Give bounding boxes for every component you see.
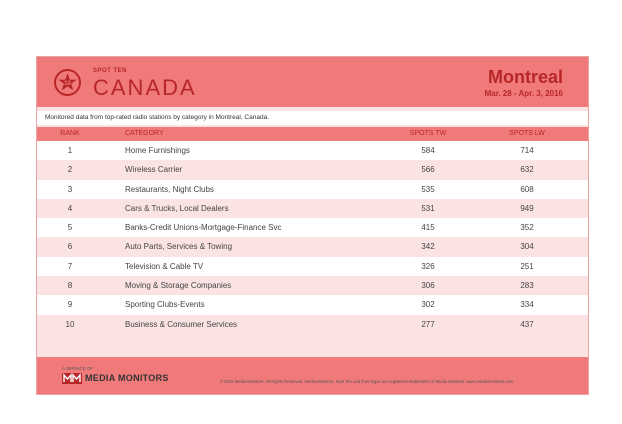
category-cell: Banks-Credit Unions-Mortgage-Finance Svc — [125, 223, 282, 233]
report-title: CANADA — [93, 75, 197, 100]
rank-cell: 2 — [67, 165, 73, 175]
category-cell: Business & Consumer Services — [125, 319, 238, 329]
table-row — [37, 160, 588, 179]
spots-lw-cell: 608 — [520, 184, 534, 194]
table-row — [37, 295, 588, 314]
rank-cell: 3 — [67, 184, 73, 194]
service-of-label: A SERVICE OF — [62, 366, 94, 371]
media-monitors-logo-icon — [62, 373, 82, 384]
spot-ten-star-logo-icon — [54, 69, 81, 96]
category-cell: Restaurants, Night Clubs — [125, 184, 214, 194]
rank-cell: 1 — [67, 146, 73, 155]
spots-lw-cell: 714 — [520, 146, 534, 155]
report-header — [37, 57, 588, 107]
spots-lw-cell: 334 — [520, 300, 534, 310]
date-range: Mar. 28 - Apr. 3, 2016 — [484, 89, 563, 98]
copyright-text: © 2016 Media Monitors. All Rights Reserved. Media Monitors, Spot Ten and their logos are registered trademarks of Media Monitors. www.mediamonitors.com — [220, 379, 514, 384]
table-row — [37, 276, 588, 295]
category-cell: Auto Parts, Services & Towing — [125, 242, 233, 252]
category-cell: Television & Cable TV — [125, 261, 204, 271]
spots-tw-cell: 342 — [421, 242, 435, 252]
spots-lw-cell: 632 — [520, 165, 534, 175]
table-row — [37, 218, 588, 237]
spots-lw-cell: 437 — [520, 319, 534, 329]
category-cell: Home Furnishings — [125, 146, 190, 155]
spots-lw-cell: 352 — [520, 223, 534, 233]
spots-tw-cell: 326 — [421, 261, 435, 271]
spots-tw-cell: 277 — [421, 319, 435, 329]
spots-lw-cell: 283 — [520, 281, 534, 291]
spots-tw-column-header: SPOTS TW — [409, 130, 447, 137]
table-header — [37, 127, 588, 141]
table-row — [37, 199, 588, 218]
rank-cell: 9 — [67, 300, 73, 310]
spot-ten-report-card — [36, 56, 589, 395]
rank-cell: 5 — [67, 223, 73, 233]
spots-tw-cell: 306 — [421, 281, 435, 291]
spot-ten-label: SPOT TEN — [93, 68, 128, 74]
rank-cell: 10 — [65, 319, 75, 329]
spots-lw-cell: 304 — [520, 242, 534, 252]
ranking-table — [37, 141, 588, 334]
media-monitors-brand: MEDIA MONITORS — [85, 373, 169, 383]
category-cell: Sporting Clubs-Events — [125, 300, 205, 310]
svg-text:10: 10 — [64, 81, 71, 87]
spots-tw-cell: 415 — [421, 223, 435, 233]
spots-tw-cell: 531 — [421, 203, 435, 213]
rank-column-header: RANK — [60, 130, 80, 137]
category-cell: Cars & Trucks, Local Dealers — [125, 203, 229, 213]
spots-lw-cell: 251 — [520, 261, 534, 271]
category-cell: Moving & Storage Companies — [125, 281, 232, 291]
table-row — [37, 257, 588, 276]
rank-cell: 4 — [67, 203, 73, 213]
spots-lw-cell: 949 — [520, 203, 534, 213]
spots-tw-cell: 302 — [421, 300, 435, 310]
spots-lw-column-header: SPOTS LW — [509, 130, 545, 137]
rank-cell: 8 — [67, 281, 73, 291]
table-row — [37, 315, 588, 334]
spots-tw-cell: 584 — [421, 146, 435, 155]
table-row — [37, 180, 588, 199]
category-column-header: CATEGORY — [125, 130, 164, 137]
spots-tw-cell: 566 — [421, 165, 435, 175]
report-footer — [37, 357, 588, 394]
table-row — [37, 141, 588, 160]
table-row — [37, 237, 588, 256]
rank-cell: 6 — [67, 242, 73, 252]
rank-cell: 7 — [67, 261, 73, 271]
spots-tw-cell: 535 — [421, 184, 435, 194]
city-name: Montreal — [487, 67, 563, 87]
report-subtitle: Monitored data from top-rated radio stations by category in Montreal, Canada. — [37, 111, 588, 125]
category-cell: Wireless Carrier — [125, 165, 183, 175]
